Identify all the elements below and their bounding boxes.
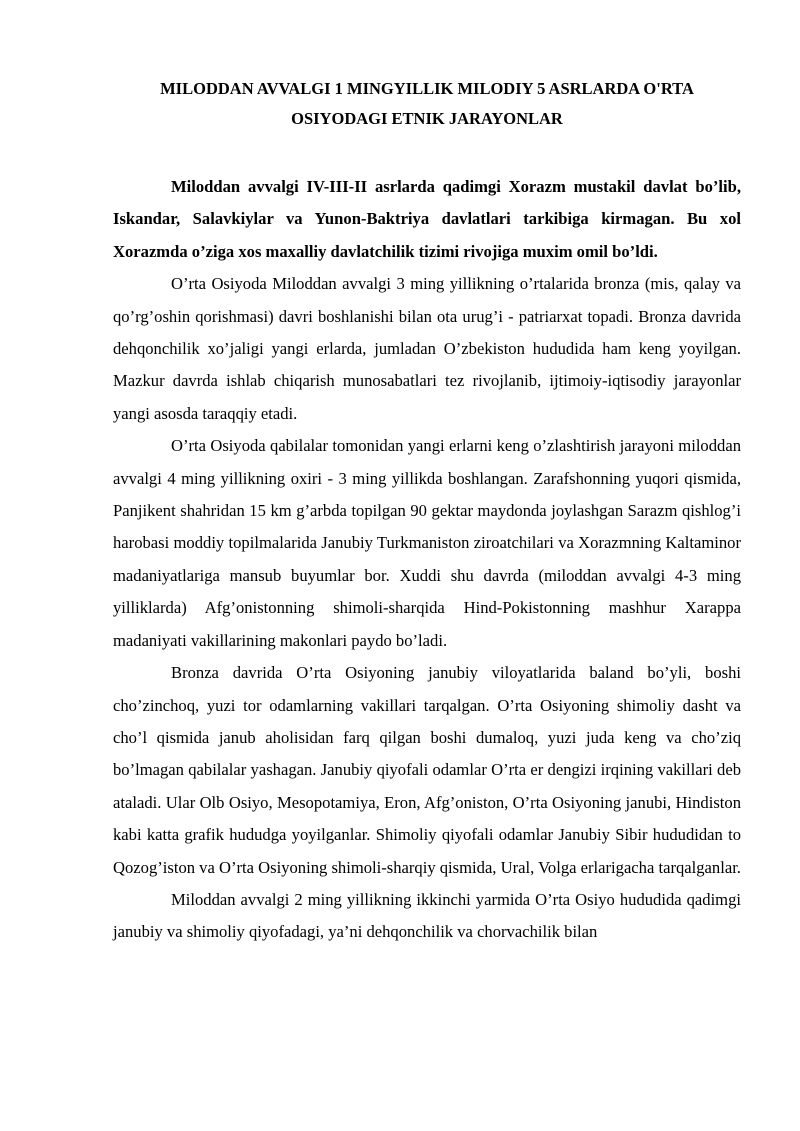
document-body — [113, 171, 741, 949]
paragraph-population-types: Bronza davrida O’rta Osiyoning janubiy viloyatlarida baland bo’yli, boshi cho’zinchoq, yuzi tor odamlarning vakillari tarqalgan. O’rta Osiyoning shimoliy dasht va cho’l qismida janub aholisidan farq qilgan boshi dumaloq, yuzi juda keng va cho’ziq bo’lmagan qabilalar yashagan. Janubiy qiyofali odamlar O’rta er dengizi irqining vakillari deb ataladi. Ular Olb Osiyo, Mesopotamiya, Eron, Afg’oniston, O’rta Osiyoning janubi, Hindiston kabi katta grafik hududga yoyilganlar. Shimoliy qiyofali odamlar Janubiy Sibir hududidan to Qozog’iston va O’rta Osiyoning shimoli-sharqiy qismida, Ural, Volga erlarigacha tarqalganlar. — [113, 663, 741, 877]
paragraph-new-lands: O’rta Osiyoda qabilalar tomonidan yangi erlarni keng o’zlashtirish jarayoni miloddan avvalgi 4 ming yillikning oxiri - 3 ming yillikda boshlangan. Zarafshonning yuqori qismida, Panjikent shahridan 15 km g’arbda topilgan 90 gektar maydonda joylashgan Sarazm qishlog’i harobasi moddiy topilmalarida Janubiy Turkmaniston ziroatchilari va Xorazmning Kaltaminor madaniyatlariga mansub buyumlar bor. Xuddi shu davrda (miloddan avvalgi 4-3 ming yilliklarda) Afg’onistonning shimoli-sharqida Hind-Pokistonning mashhur Xarappa madaniyati vakillarining makonlari paydo bo’ladi. — [113, 436, 741, 650]
paragraph-bronze-age: O’rta Osiyoda Miloddan avvalgi 3 ming yillikning o’rtalarida bronza (mis, qalay va qo’rg’oshin qorishmasi) davri boshlanishi bilan ota urug’i - patriarxat topadi. Bronza davrida dehqonchilik xo’jaligi yangi erlarda, jumladan O’zbekiston hududida ham keng yoyilgan. Mazkur davrda ishlab chiqarish munosabatlari tez rivojlanib, ijtimoiy-iqtisodiy jarayonlar yangi asosda taraqqiy etadi. — [113, 274, 741, 423]
lead-paragraph: Miloddan avvalgi IV-III-II asrlarda qadimgi Xorazm mustakil davlat bo’lib, Iskandar, Salavkiylar va Yunon-Baktriya davlatlari tarkibiga kirmagan. Bu xol Xorazmda o’ziga xos maxalliy davlatchilik tizimi rivojiga muxim omil bo’ldi. — [113, 177, 741, 261]
document-title — [113, 74, 741, 134]
title-line-2: OSIYODAGI ETNIK JARAYONLAR — [291, 109, 563, 128]
title-line-1: MILODDAN AVVALGI 1 MINGYILLIK MILODIY 5 ASRLARDA O'RTA — [160, 79, 694, 98]
paragraph-second-millennium: Miloddan avvalgi 2 ming yillikning ikkinchi yarmida O’rta Osiyo hududida qadimgi janubiy va shimoliy qiyofadagi, ya’ni dehqonchilik va chorvachilik bilan — [113, 889, 741, 942]
